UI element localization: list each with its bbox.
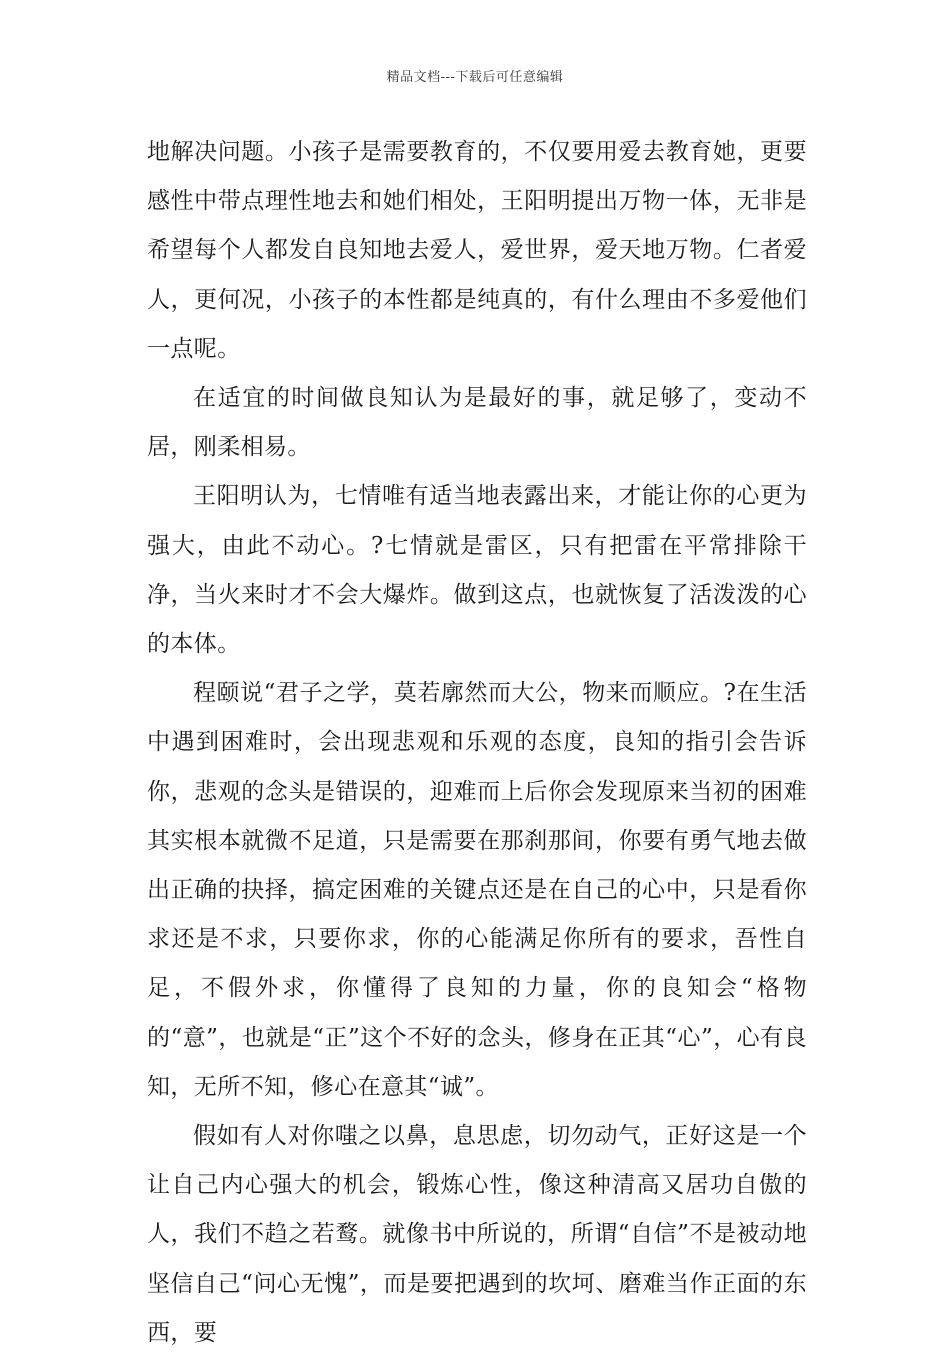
document-body	[147, 128, 807, 1358]
paragraph-5: 假如有人对你嗤之以鼻，息思虑，切勿动气，正好这是一个让自己内心强大的机会，锻炼心性，像这种清高又居功自傲的人，我们不趋之若鹜。就像书中所说的，所谓“自信”不是被动地坚信自己“问心无愧”，而是要把遇到的坎坷、磨难当作正面的东西，要	[147, 1123, 807, 1346]
paragraph-2: 在适宜的时间做良知认为是最好的事，就足够了，变动不居，刚柔相易。	[147, 385, 807, 461]
paragraph-4: 程颐说“君子之学，莫若廓然而大公，物来而顺应。?在生活中遇到困难时，会出现悲观和乐观的态度，良知的指引会告诉你，悲观的念头是错误的，迎难而上后你会发现原来当初的困难其实根本就微不足道，只是需要在那刹那间，你要有勇气地去做出正确的抉择，搞定困难的关键点还是在自己的心中，只是看你求还是不求，只要你求，你的心能满足你所有的要求，吾性自足，不假外求，你懂得了良知的力量，你的良知会“格物的“意”，也就是“正”这个不好的念头，修身在正其“心”，心有良知，无所不知，修心在意其“诚”。	[147, 680, 807, 1100]
paragraph-3: 王阳明认为，七情唯有适当地表露出来，才能让你的心更为强大，由此不动心。?七情就是雷区，只有把雷在平常排除干净，当火来时才不会大爆炸。做到这点，也就恢复了活泼泼的心的本体。	[147, 483, 807, 658]
page-header: 精品文档---下载后可任意编辑	[386, 70, 564, 85]
paragraph-1: 地解决问题。小孩子是需要教育的，不仅要用爱去教育她，更要感性中带点理性地去和她们相处，王阳明提出万物一体，无非是希望每个人都发自良知地去爱人，爱世界，爱天地万物。仁者爱人，更何况，小孩子的本性都是纯真的，有什么理由不多爱他们一点呢。	[147, 139, 807, 362]
